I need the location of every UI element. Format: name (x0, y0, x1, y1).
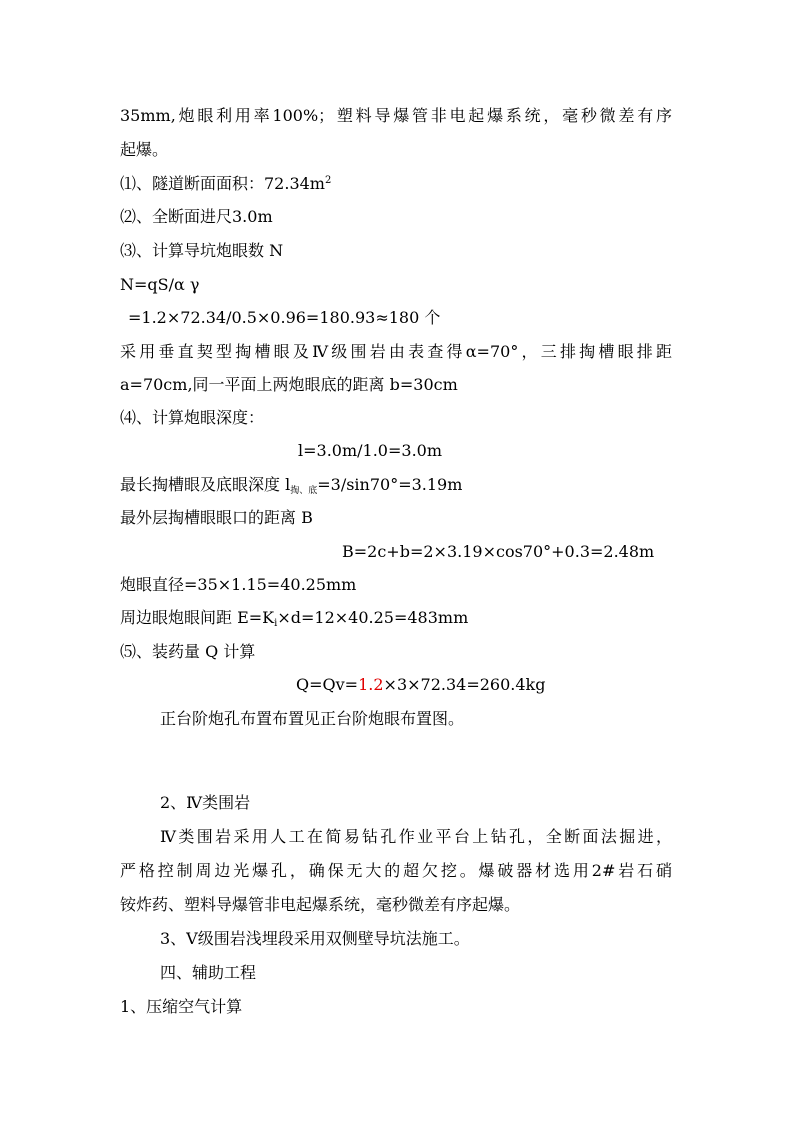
formula-line: N=qS/α γ (120, 275, 200, 294)
section-item: ⑸、装药量 Q 计算 (120, 642, 256, 661)
formula-line: 最长掏槽眼及底眼深度 $l_{掏、底}=3/\sin 70^\circ=3.19m$ (120, 475, 463, 496)
formula-line: Q=Qv=1.2×3×72.34=260.4kg (296, 675, 546, 694)
paragraph-line: 3、Ⅴ级围岩浅埋段采用双侧壁导坑法施工。 (160, 929, 470, 948)
formula-line: 周边眼炮眼间距 $E=K_i\times d=12\times 40.25=483mm$ (120, 608, 469, 629)
section-item: ⑷、计算炮眼深度： (120, 408, 265, 427)
section-heading: 2、Ⅳ类围岩 (160, 793, 251, 812)
paragraph-line: 正台阶炮孔布置布置见正台阶炮眼布置图。 (160, 709, 465, 728)
paragraph-line: 严格控制周边光爆孔，确保无大的超欠挖。爆破器材选用2#岩石硝 (120, 861, 672, 880)
section-item: ⑵、全断面进尺3.0m (120, 207, 273, 226)
paragraph-line: 铵炸药、塑料导爆管非电起爆系统，毫秒微差有序起爆。 (120, 895, 521, 914)
section-item: ⑴、隧道断面面积：$72.34m^2$ (120, 174, 332, 193)
formula-line: l=3.0m/1.0=3.0m (298, 441, 442, 460)
formula-line: 炮眼直径=35×1.15=40.25mm (120, 575, 357, 594)
paragraph-line: 起爆。 (120, 140, 169, 159)
section-item: ⑶、计算导坑炮眼数 N (120, 241, 284, 260)
paragraph-line: 35mm,炮眼利用率100%；塑料导爆管非电起爆系统，毫秒微差有序 (120, 106, 672, 125)
highlight-value: 1.2 (358, 675, 384, 694)
paragraph-line: 最外层掏槽眼眼口的距离 B (120, 508, 313, 527)
formula-line: =1.2×72.34/0.5×0.96=180.93≈180 个 (128, 308, 441, 327)
paragraph-line: a=70cm,同一平面上两炮眼底的距离 b=30cm (120, 375, 458, 394)
paragraph-line: 采用垂直契型掏槽眼及Ⅳ级围岩由表查得α=70°，三排掏槽眼排距 (120, 342, 672, 361)
formula-line: B=2c+b=2×3.19×cos70°+0.3=2.48m (342, 542, 655, 561)
paragraph-line: Ⅳ类围岩采用人工在简易钻孔作业平台上钻孔，全断面法掘进， (160, 827, 672, 846)
section-heading: 1、压缩空气计算 (120, 997, 243, 1016)
section-heading: 四、辅助工程 (160, 963, 257, 982)
